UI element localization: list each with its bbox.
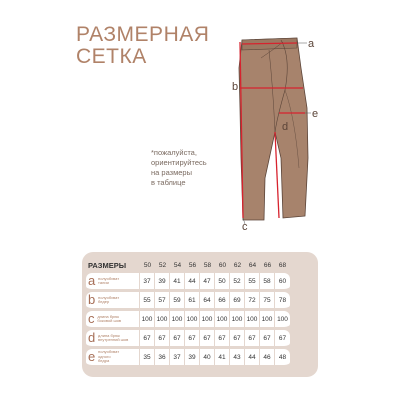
table-cell: 41: [170, 273, 185, 292]
table-cell: 67: [230, 330, 245, 349]
size-col-header: 60: [218, 262, 227, 269]
table-cell: 100: [155, 311, 170, 330]
table-cell: 48: [275, 349, 290, 368]
table-cell: 39: [185, 349, 200, 368]
label-d: d: [282, 121, 289, 133]
label-b: b: [232, 81, 239, 93]
row-description-line: боковой шов: [97, 318, 122, 323]
row-letter: a: [88, 273, 96, 288]
table-cell: 100: [260, 311, 275, 330]
table-row: [86, 292, 290, 311]
size-table-body: [86, 273, 290, 368]
row-label: [86, 330, 140, 349]
size-col-header: 58: [203, 262, 212, 269]
table-cell: 100: [200, 311, 215, 330]
size-col-header: 66: [263, 262, 272, 269]
table-cell: 36: [155, 349, 170, 368]
table-cell: 55: [245, 273, 260, 292]
table-cell: 67: [275, 330, 290, 349]
row-letter: b: [88, 292, 96, 307]
size-col-header: 50: [143, 262, 152, 269]
table-cell: 100: [275, 311, 290, 330]
table-cell: 69: [230, 292, 245, 311]
sizes-header-label: РАЗМЕРЫ: [88, 261, 127, 270]
row-letter: e: [88, 349, 96, 364]
row-description: [98, 350, 119, 364]
table-cell: 37: [170, 349, 185, 368]
row-description-line: длина брюк: [98, 332, 120, 338]
table-cell: 100: [140, 311, 155, 330]
label-c: c: [242, 221, 248, 233]
table-cell: 47: [200, 273, 215, 292]
size-col-header: 68: [278, 262, 287, 269]
row-label: [86, 273, 140, 292]
row-description-line: талии: [98, 280, 109, 285]
row-letter: d: [88, 330, 96, 345]
label-e: e: [312, 108, 319, 120]
table-cell: 44: [185, 273, 200, 292]
table-cell: 41: [215, 349, 230, 368]
row-description: [98, 277, 119, 286]
size-col-header: 56: [188, 262, 197, 269]
size-col-header: 52: [158, 262, 167, 269]
table-cell: 35: [140, 349, 155, 368]
row-description-line: полуобхват: [98, 294, 120, 300]
row-description-line: бедер: [98, 299, 110, 304]
table-cell: 60: [275, 273, 290, 292]
size-col-header: 62: [233, 262, 242, 269]
label-a: a: [308, 38, 315, 50]
table-cell: 61: [185, 292, 200, 311]
trousers-body: [239, 38, 308, 220]
table-cell: 67: [140, 330, 155, 349]
row-description-line: внутренний шов: [98, 337, 129, 342]
table-row: [86, 330, 290, 349]
table-cell: 67: [185, 330, 200, 349]
note-line-3: на размеры: [151, 168, 192, 177]
table-cell: 58: [260, 273, 275, 292]
table-cell: 67: [245, 330, 260, 349]
row-description: [98, 334, 128, 343]
table-cell: 50: [215, 273, 230, 292]
size-header-row: [86, 258, 290, 273]
size-col-header: 64: [248, 262, 257, 269]
table-cell: 100: [230, 311, 245, 330]
size-note: [151, 148, 231, 188]
table-cell: 64: [200, 292, 215, 311]
table-row: [86, 311, 290, 330]
table-cell: 43: [230, 349, 245, 368]
note-line-2: ориентируйтесь: [151, 158, 207, 167]
trousers-illustration: [225, 28, 325, 238]
row-description-line: полуобхват: [98, 349, 120, 355]
table-cell: 59: [170, 292, 185, 311]
row-label: [86, 292, 140, 311]
row-label: [86, 349, 140, 368]
size-table: [86, 258, 290, 368]
row-description-line: одного: [98, 353, 111, 359]
size-table-frame: [82, 252, 318, 377]
note-line-4: в таблице: [151, 178, 186, 187]
table-cell: 66: [215, 292, 230, 311]
table-row: [86, 349, 290, 368]
table-cell: 39: [155, 273, 170, 292]
table-cell: 67: [200, 330, 215, 349]
table-cell: 78: [275, 292, 290, 311]
size-col-header: 54: [173, 262, 182, 269]
table-cell: 100: [185, 311, 200, 330]
table-cell: 100: [170, 311, 185, 330]
table-cell: 44: [245, 349, 260, 368]
table-cell: 52: [230, 273, 245, 292]
table-cell: 100: [215, 311, 230, 330]
row-description: [97, 315, 121, 324]
row-label: [86, 311, 140, 330]
trousers-shape: [239, 38, 308, 220]
row-description-line: длина брюк: [97, 313, 120, 319]
table-cell: 67: [215, 330, 230, 349]
table-cell: 72: [245, 292, 260, 311]
table-row: [86, 273, 290, 292]
table-cell: 40: [200, 349, 215, 368]
table-cell: 67: [155, 330, 170, 349]
page-title: [76, 24, 209, 68]
table-cell: 37: [140, 273, 155, 292]
row-description-line: полуобхват: [98, 275, 120, 281]
table-cell: 67: [260, 330, 275, 349]
row-description-line: бедра: [98, 358, 110, 364]
table-cell: 46: [260, 349, 275, 368]
table-cell: 75: [260, 292, 275, 311]
note-line-1: *пожалуйста,: [151, 148, 197, 157]
table-cell: 57: [155, 292, 170, 311]
title-line-2: СЕТКА: [76, 45, 147, 68]
row-description: [98, 296, 119, 305]
title-line-1: РАЗМЕРНАЯ: [76, 23, 210, 46]
row-letter: c: [88, 311, 95, 326]
table-cell: 100: [245, 311, 260, 330]
table-cell: 67: [170, 330, 185, 349]
table-cell: 55: [140, 292, 155, 311]
